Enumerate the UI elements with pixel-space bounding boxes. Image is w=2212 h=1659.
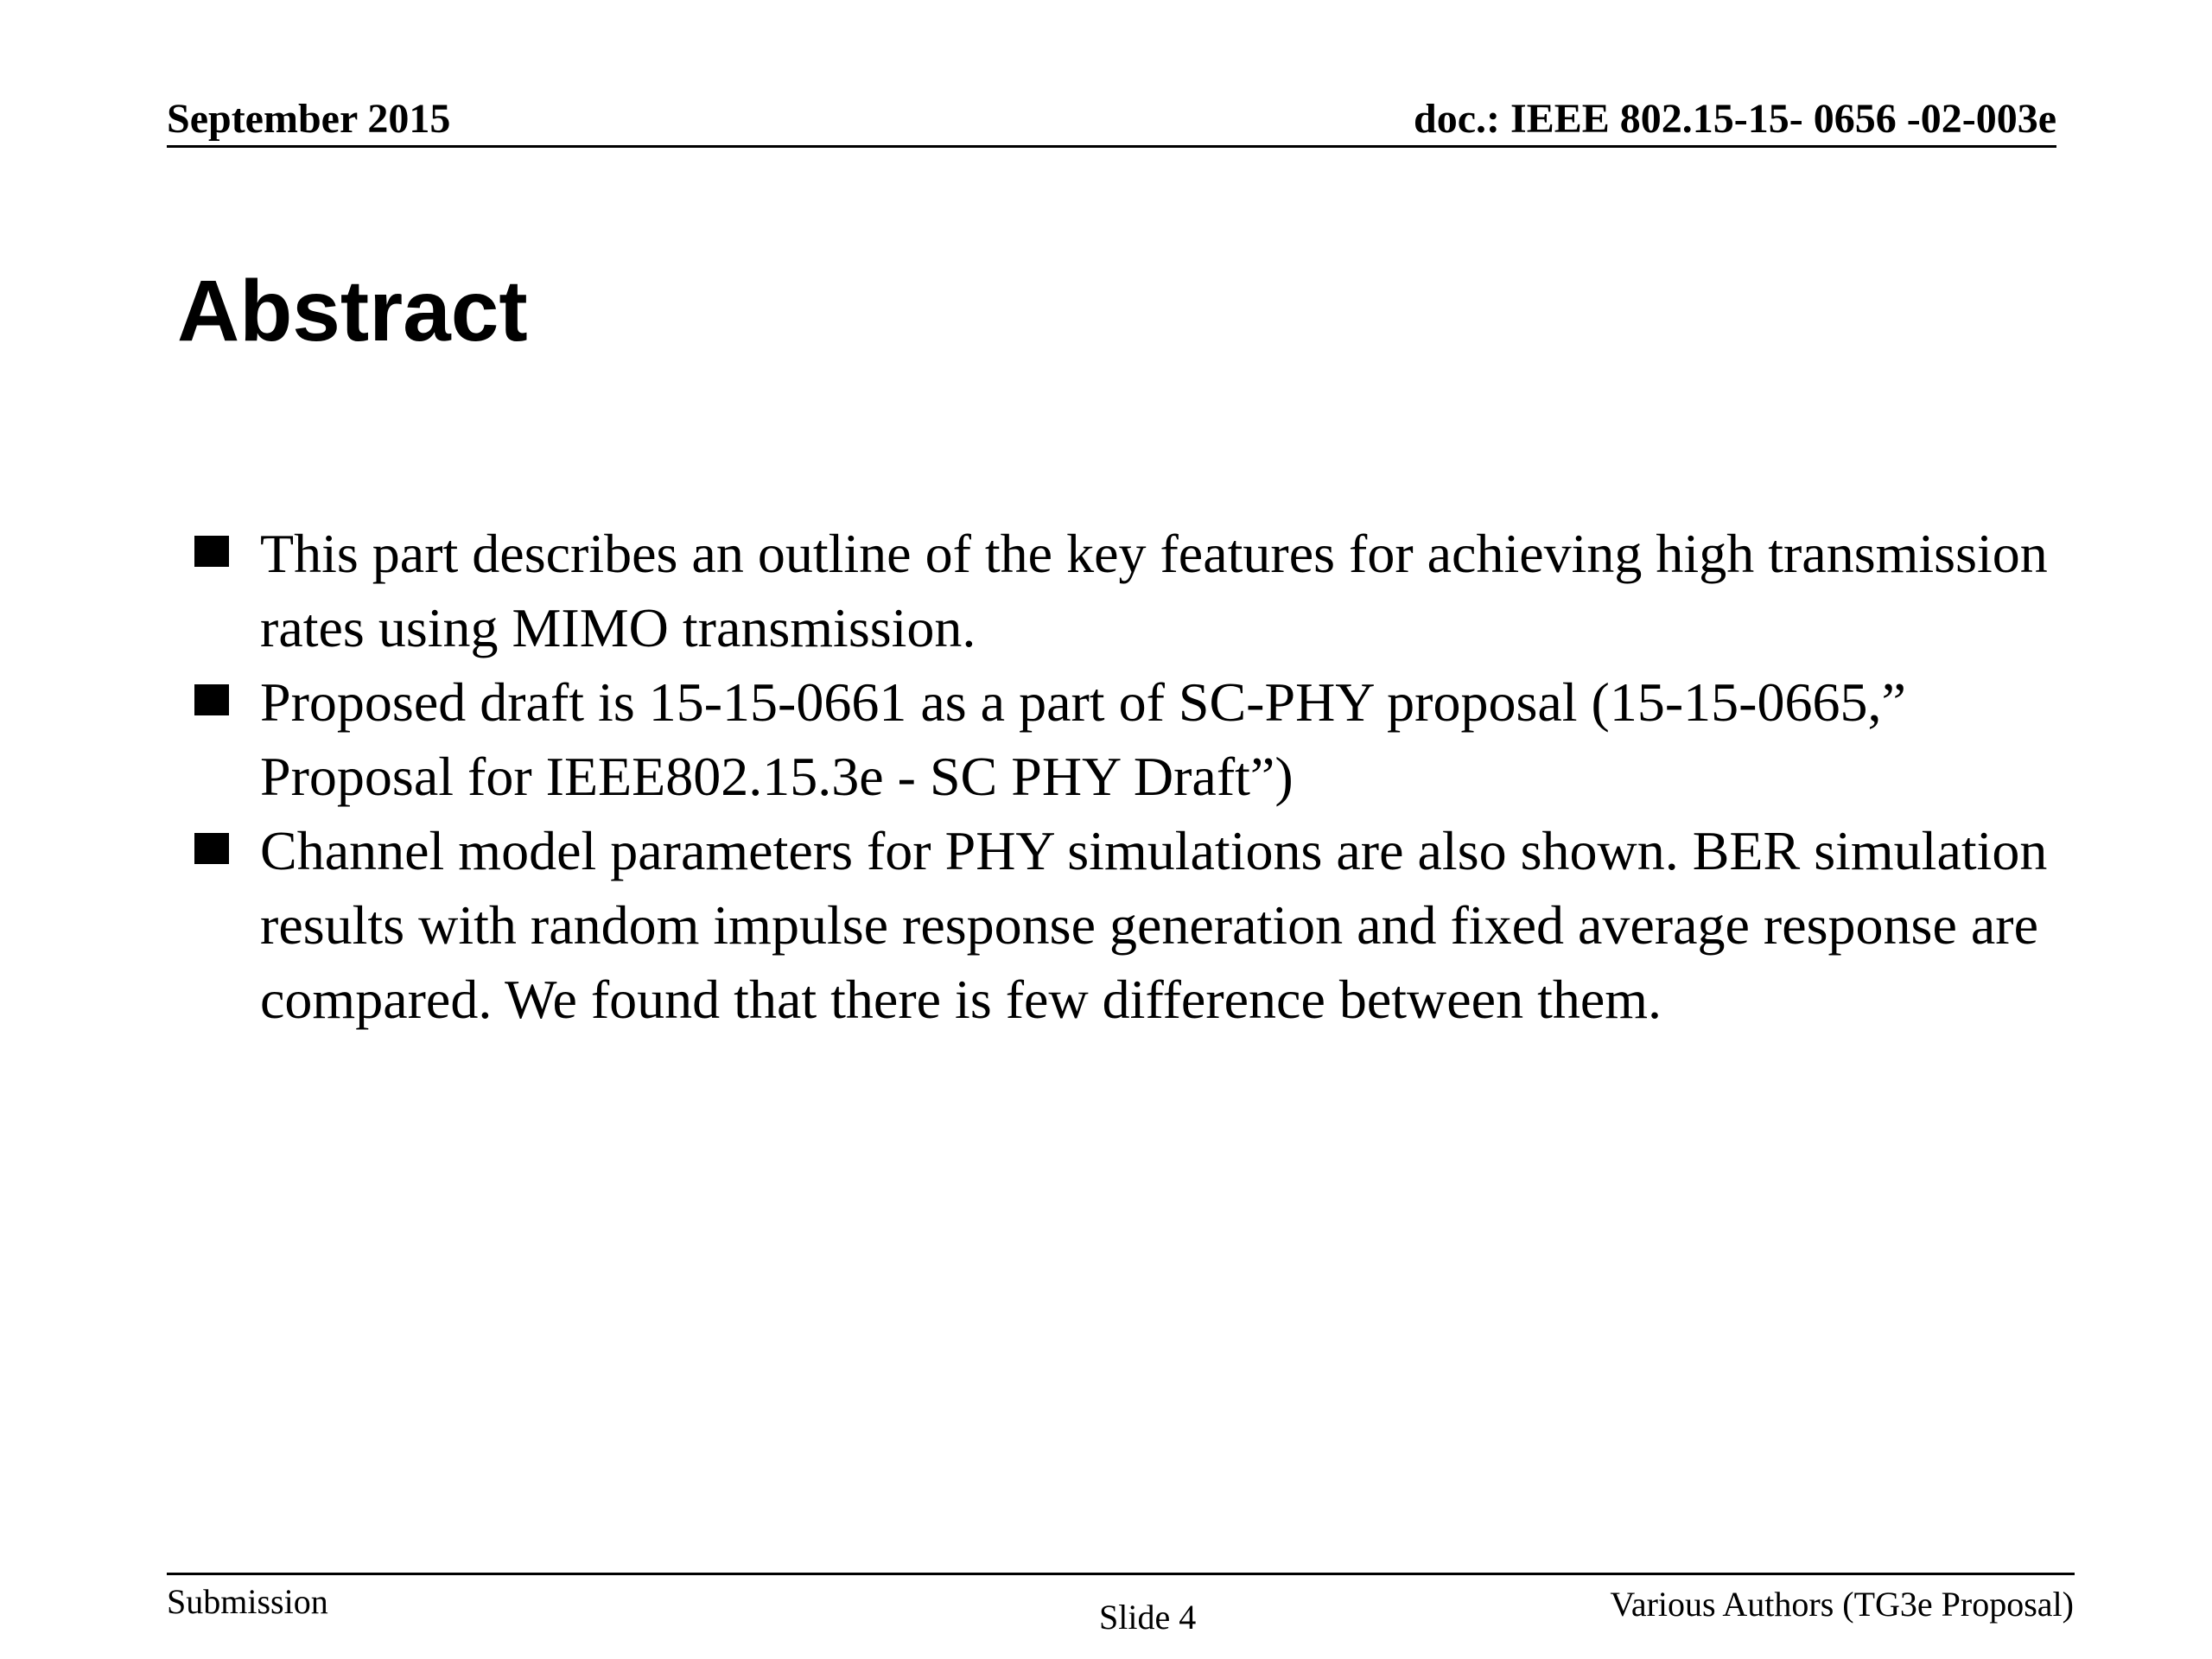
footer-divider — [167, 1573, 2075, 1575]
square-bullet-icon — [194, 536, 229, 567]
bullet-item — [194, 517, 2052, 665]
header-divider — [167, 145, 2056, 148]
bullet-item — [194, 665, 2052, 814]
bullet-list — [194, 517, 2052, 1037]
bullet-text: Proposed draft is 15-15-0661 as a part of SC-PHY proposal (15-15-0665,” Proposal for IEEE802.15.3e - SC PHY Draft”) — [260, 671, 1906, 807]
square-bullet-icon — [194, 684, 229, 715]
header-doc-id: doc.: IEEE 802.15-15- 0656 -02-003e — [1414, 96, 2056, 142]
slide-title: Abstract — [177, 263, 528, 359]
footer-submission: Submission — [167, 1582, 328, 1621]
slide-number: Slide 4 — [1099, 1598, 1197, 1637]
header-date: September 2015 — [167, 96, 451, 142]
footer-authors: Various Authors (TG3e Proposal) — [1610, 1585, 2074, 1624]
bullet-item — [194, 814, 2052, 1037]
bullet-text: This part describes an outline of the key features for achieving high transmission rates using MIMO transmission. — [260, 523, 2048, 658]
bullet-text: Channel model parameters for PHY simulations are also shown. BER simulation results with random impulse response generation and fixed average response are compared. We found that there is few difference between them. — [260, 820, 2048, 1030]
square-bullet-icon — [194, 833, 229, 864]
